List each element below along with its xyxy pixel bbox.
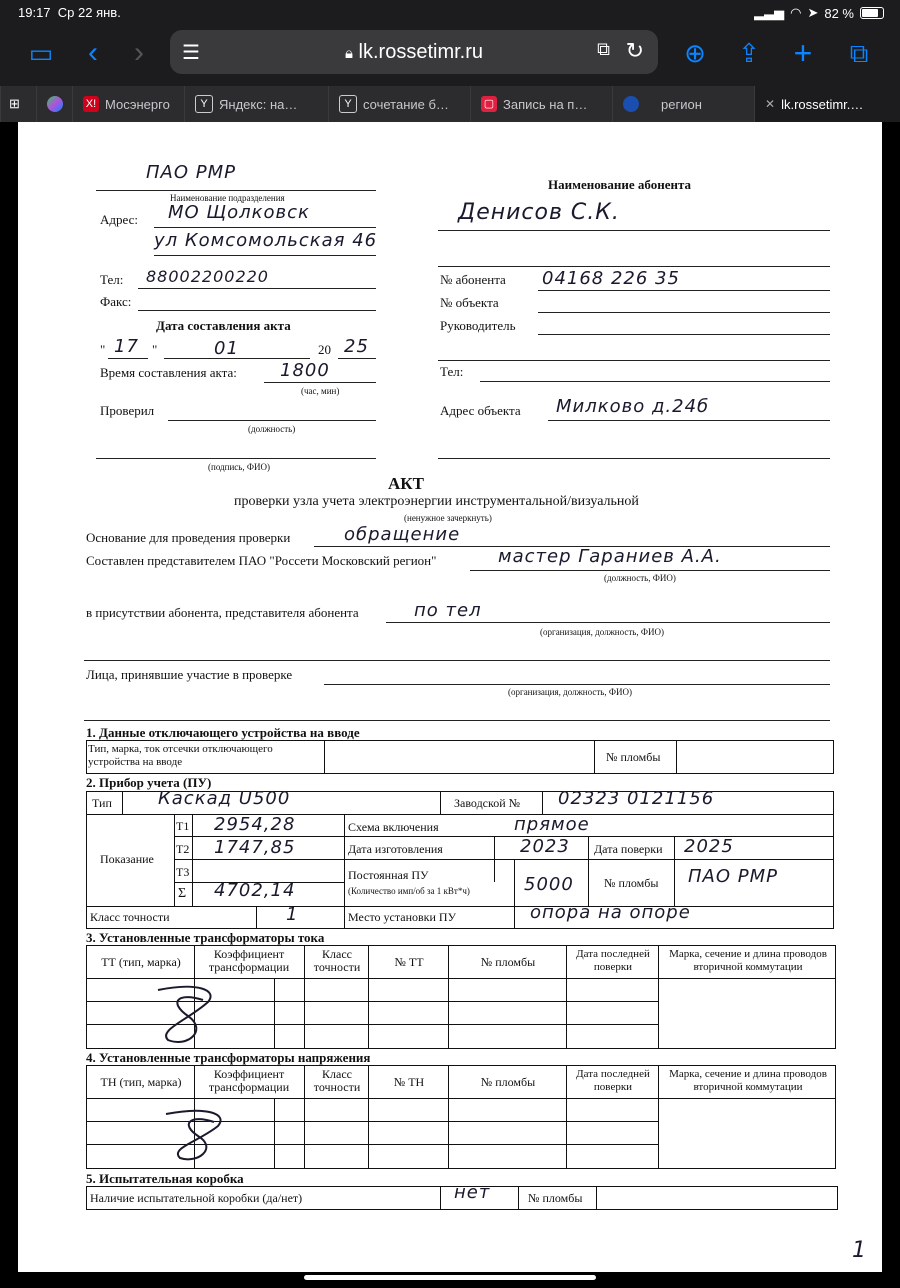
serial-label: Заводской № <box>454 796 521 810</box>
made-value: 2023 <box>520 836 570 857</box>
time-label: Время составления акта: <box>100 365 237 380</box>
s4-col-1: Коэффициент трансформации <box>208 1067 290 1094</box>
serial-value: 02323 0121156 <box>558 788 715 809</box>
lock-icon: 🔒︎ <box>344 45 353 62</box>
object-no-label: № объекта <box>440 295 499 310</box>
act-title: АКТ <box>388 474 424 493</box>
sum-value: 4702,14 <box>214 880 296 901</box>
status-date: Ср 22 янв. <box>57 5 121 20</box>
verify-label: Дата поверки <box>594 842 663 856</box>
tab-group-button[interactable] <box>36 86 72 122</box>
manager-label: Руководитель <box>440 318 516 333</box>
battery-percent: 82 % <box>824 5 854 21</box>
scheme-value: прямое <box>514 814 590 835</box>
s3-col-2: Класс точности <box>313 947 361 974</box>
const-label: Постоянная ПУ <box>348 868 429 882</box>
s5-seal-label: № пломбы <box>528 1191 583 1205</box>
globe-icon <box>623 96 639 112</box>
document-page: ПАО РМР Наименование подразделения Адрес: МО Щолковск ул Комсомольская 46 Тел: 88002200220 Факс: Дата составления акта " 17 " 01 20 25 Время составления акта: 1800 (час, мин) Проверил (должность) (подпись, ФИО) Наименование абонента Денисов С.К. № абонента 04168 226 35 № объекта Руководитель Тел: Адрес объекта Милково д.24б АКТ проверки узла учета электроэнергии инструментальной/визуальной (ненужное зачеркнуть) Основание для проведения проверки обращение Составлен представителем ПАО "Россети Московский регион" мастер Гараниев А.А. (должность, ФИО) в присутствии абонента, представителя абонента по тел (организация, должность, ФИО) Лица, принявшие участие в проверке (организация, должность, ФИО) 1. Данные отключающего устройства на вводе Тип, марка, ток отсечки отключающего устройства на вводе № пломбы 2. Прибор учета (ПУ) Тип Каскад U500 Заводской № 02323 0121156 Показание T1 2954,28 T2 1747,85 T3 Σ 4702,14 Схема включения прямое Дата изготовления 2023 Дата поверки 2025 Постоянная ПУ (Количество имп/об за 1 кВт*ч) 5000 № пломбы ПАО РМР Класс точности 1 Место установки ПУ опора на опоре 3. Установленные трансформаторы тока ТТ (тип, марка) Коэффициент трансформации Класс точности № ТТ № пломбы Дата последней поверки Марка, сечение и длина проводов вторичной коммутации 4. Установленные трансформаторы напряжения ТН (тип, марка) Коэффициент трансформации Класс точности № ТН № пломбы Дата последней поверки Марка, сечение и длина проводов вторичной коммутации 5. Испытательная коробка Наличие испытательной коробки (да/нет) нет № пломбы 1 <box>18 122 882 1272</box>
t2-value: 1747,85 <box>214 837 296 858</box>
s1-seal-label: № пломбы <box>606 750 661 764</box>
tab-yandex-2[interactable] <box>328 86 470 122</box>
close-icon[interactable]: ✕ <box>765 97 776 111</box>
composed-label: Составлен представителем ПАО "Россети Московский регион" <box>86 553 437 568</box>
x-icon: X! <box>83 96 99 112</box>
y-icon: Y <box>195 95 213 113</box>
tab-region[interactable] <box>612 86 754 122</box>
reader-icon[interactable]: ☰ <box>182 42 200 64</box>
install-value: опора на опоре <box>530 902 691 923</box>
new-tab-icon[interactable]: + <box>793 35 813 71</box>
date-year-prefix: 20 <box>318 342 331 357</box>
phone-label: Тел: <box>100 272 124 287</box>
subscriber-name-label: Наименование абонента <box>548 177 692 192</box>
strike-caption: (ненужное зачеркнуть) <box>404 513 492 523</box>
url-text: lk.rossetimr.ru <box>358 41 483 63</box>
seal-value: ПАО РМР <box>688 866 778 887</box>
phone-value: 88002200220 <box>146 267 269 286</box>
tab-label: регион <box>661 96 702 112</box>
status-time: 19:17 <box>18 5 51 20</box>
signature-caption: (подпись, ФИО) <box>208 462 270 472</box>
forward-icon[interactable]: › <box>134 36 144 69</box>
s4-col-5: Дата последней поверки <box>576 1068 650 1093</box>
accuracy-value: 1 <box>286 904 299 925</box>
tab-yandex-1[interactable] <box>184 86 328 122</box>
tab-record[interactable] <box>470 86 612 122</box>
reload-icon[interactable]: ↻ <box>625 38 644 63</box>
subscriber-name: Денисов С.К. <box>458 200 620 225</box>
t3-label: T3 <box>176 865 190 879</box>
date-month: 01 <box>214 338 239 359</box>
t1-label: T1 <box>176 819 190 833</box>
checked-label: Проверил <box>100 403 155 418</box>
composed-value: мастер Гараниев А.А. <box>498 546 722 567</box>
t1-value: 2954,28 <box>214 814 296 835</box>
install-label: Место установки ПУ <box>348 910 457 924</box>
plus-box-icon: ⊞ <box>9 96 20 111</box>
act-subtitle: проверки узла учета электроэнергии инструментальной/визуальной <box>234 494 639 509</box>
strike-scribble-1 <box>148 980 228 1046</box>
object-address: Милково д.24б <box>556 396 710 417</box>
verify-value: 2025 <box>684 836 734 857</box>
s3-col-3: № ТТ <box>394 955 424 969</box>
date-year: 25 <box>344 336 369 357</box>
time-value: 1800 <box>280 360 330 381</box>
object-address-label: Адрес объекта <box>440 403 521 418</box>
subscriber-no-label: № абонента <box>440 272 506 287</box>
s3-col-5: Дата последней поверки <box>576 948 650 973</box>
presence-caption: (организация, должность, ФИО) <box>540 627 664 637</box>
s4-col-4: № пломбы <box>480 1075 536 1089</box>
composed-caption: (должность, ФИО) <box>604 573 676 583</box>
section2-title: 2. Прибор учета (ПУ) <box>86 775 212 790</box>
section5-title: 5. Испытательная коробка <box>86 1171 244 1186</box>
presence-value: по тел <box>414 600 482 621</box>
address-label: Адрес: <box>100 212 138 227</box>
tel2-label: Тел: <box>440 364 464 379</box>
subscriber-no: 04168 226 35 <box>542 268 680 289</box>
const-value: 5000 <box>524 874 574 895</box>
address-line1: МО Щолковск <box>168 202 310 223</box>
share-icon[interactable]: ⇪ <box>738 38 760 68</box>
s3-col-0: ТТ (тип, марка) <box>101 955 181 969</box>
type-value: Каскад U500 <box>158 788 291 809</box>
sum-label: Σ <box>178 886 187 901</box>
s1-type-label: Тип, марка, ток отсечки отключающего устройства на вводе <box>88 743 273 768</box>
status-bar <box>0 0 900 26</box>
tab-rosseti-active[interactable] <box>754 86 894 122</box>
add-tab-button[interactable] <box>0 86 36 122</box>
home-indicator[interactable] <box>304 1275 596 1280</box>
s3-col-4: № пломбы <box>480 955 536 969</box>
sidebar-icon[interactable]: ▭ <box>28 38 54 68</box>
basis-value: обращение <box>344 524 461 545</box>
time-caption: (час, мин) <box>301 386 340 396</box>
section2-table <box>86 791 834 929</box>
y-icon: Y <box>339 95 357 113</box>
wifi-icon: ◠ <box>790 5 802 20</box>
extension-icon[interactable]: ⧉ <box>597 39 610 59</box>
presence-label: в присутствии абонента, представителя абонента <box>86 605 359 620</box>
s4-col-0: ТН (тип, марка) <box>100 1075 182 1089</box>
participants-caption: (организация, должность, ФИО) <box>508 687 632 697</box>
s4-col-2: Класс точности <box>313 1067 361 1094</box>
s4-col-3: № ТН <box>393 1075 425 1089</box>
back-icon[interactable]: ‹ <box>88 36 98 69</box>
tab-bar <box>0 86 900 122</box>
position-caption: (должность) <box>248 424 296 434</box>
basis-label: Основание для проведения проверки <box>86 530 291 545</box>
tab-label: Мосэнерго <box>105 96 170 112</box>
s3-col-6: Марка, сечение и длина проводов вторичной коммутации <box>669 948 827 973</box>
record-icon: ▢ <box>481 96 497 112</box>
download-icon[interactable]: ⊕ <box>684 38 706 68</box>
type-label: Тип <box>92 796 112 810</box>
scheme-label: Схема включения <box>348 820 439 834</box>
page-mark: 1 <box>852 1238 867 1263</box>
tab-label: Яндекс: на… <box>219 96 298 112</box>
made-label: Дата изготовления <box>348 842 443 856</box>
tabs-overview-icon[interactable]: ⧉ <box>849 38 869 68</box>
s3-col-1: Коэффициент трансформации <box>208 947 290 974</box>
tab-label: lk.rossetimr.… <box>781 96 864 112</box>
act-date-label: Дата составления акта <box>156 318 291 333</box>
s5-label: Наличие испытательной коробки (да/нет) <box>90 1191 303 1205</box>
section4-title: 4. Установленные трансформаторы напряжения <box>86 1050 371 1065</box>
section3-title: 3. Установленные трансформаторы тока <box>86 930 325 945</box>
participants-label: Лица, принявшие участие в проверке <box>86 667 293 682</box>
s4-col-6: Марка, сечение и длина проводов вторичной коммутации <box>669 1068 827 1093</box>
org-caption: Наименование подразделения <box>170 193 285 203</box>
org-value: ПАО РМР <box>146 162 236 183</box>
date-day: 17 <box>114 336 139 357</box>
tab-mosenergo[interactable] <box>72 86 184 122</box>
s5-value: нет <box>454 1182 491 1203</box>
strike-scribble-2 <box>158 1102 238 1164</box>
section1-title: 1. Данные отключающего устройства на вводе <box>86 725 360 740</box>
fax-label: Факс: <box>100 294 132 309</box>
signal-icon: ▂▃▅ <box>754 5 785 20</box>
location-icon: ➤ <box>807 5 819 20</box>
address-line2: ул Комсомольская 46 <box>154 230 378 251</box>
tab-label: Запись на п… <box>503 96 588 112</box>
seal2-label: № пломбы <box>604 876 659 890</box>
battery-icon <box>860 7 884 19</box>
accuracy-label: Класс точности <box>90 910 170 924</box>
t2-label: T2 <box>176 842 190 856</box>
readings-label: Показание <box>100 852 154 866</box>
app-icon <box>47 96 63 112</box>
address-bar[interactable] <box>170 30 658 74</box>
browser-toolbar <box>0 26 900 86</box>
const-caption: (Количество имп/об за 1 кВт*ч) <box>348 886 470 896</box>
tab-label: сочетание б… <box>363 96 449 112</box>
